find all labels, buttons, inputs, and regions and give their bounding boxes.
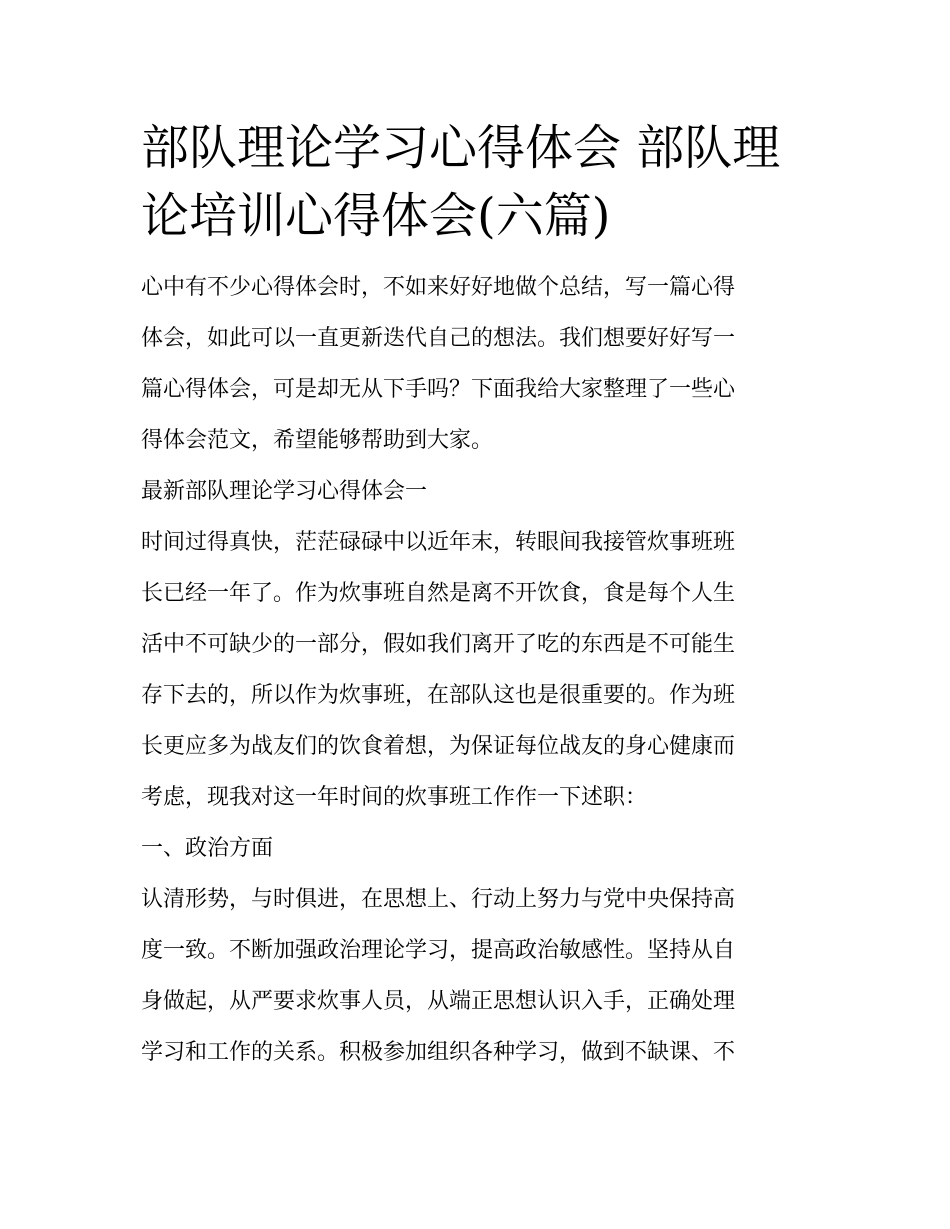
body-paragraph — [141, 874, 813, 1078]
text-line: 得体会范文，希望能够帮助到大家。 — [141, 428, 494, 453]
text-line: 长更应多为战友们的饮食着想，为保证每位战友的身心健康而 — [141, 734, 736, 759]
text-line: 活中不可缺少的一部分，假如我们离开了吃的东西是不可能生 — [141, 632, 736, 657]
title-line: 部队理论学习心得体会 部队理 — [141, 120, 781, 176]
text-line: 时间过得真快，茫茫碌碌中以近年末，转眼间我接管炊事班班 — [141, 530, 736, 555]
text-line: 最新部队理论学习心得体会一 — [141, 479, 428, 504]
title-line: 论培训心得体会(六篇) — [141, 188, 611, 244]
document-body — [141, 262, 813, 1078]
document-content — [141, 114, 813, 1078]
body-paragraph — [141, 517, 813, 823]
section-heading — [141, 466, 813, 517]
text-line: 身做起，从严要求炊事人员，从端正思想认识入手，正确处理 — [141, 989, 736, 1014]
text-line: 学习和工作的关系。积极参加组织各种学习，做到不缺课、不 — [141, 1040, 736, 1065]
text-line: 心中有不少心得体会时，不如来好好地做个总结，写一篇心得 — [141, 275, 736, 300]
text-line: 存下去的，所以作为炊事班，在部队这也是很重要的。作为班 — [141, 683, 736, 708]
text-line: 长已经一年了。作为炊事班自然是离不开饮食，食是每个人生 — [141, 581, 736, 606]
text-line: 体会，如此可以一直更新迭代自己的想法。我们想要好好写一 — [141, 326, 736, 351]
text-line: 度一致。不断加强政治理论学习，提高政治敏感性。坚持从自 — [141, 938, 736, 963]
document-title — [141, 114, 813, 250]
subsection-heading — [141, 823, 813, 874]
intro-paragraph — [141, 262, 813, 466]
text-line: 篇心得体会，可是却无从下手吗？下面我给大家整理了一些心 — [141, 377, 736, 402]
text-line: 一、政治方面 — [141, 836, 274, 861]
text-line: 考虑，现我对这一年时间的炊事班工作作一下述职： — [141, 785, 648, 810]
text-line: 认清形势，与时俱进，在思想上、行动上努力与党中央保持高 — [141, 887, 736, 912]
